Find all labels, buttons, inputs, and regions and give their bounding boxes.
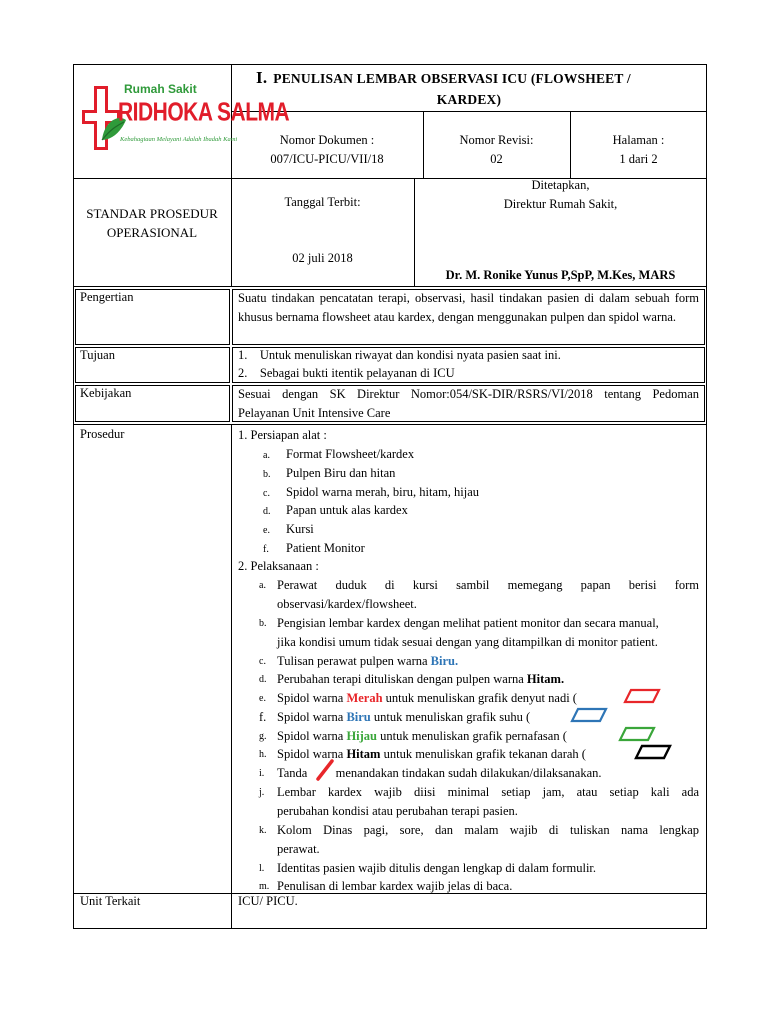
prep-item-text: Patient Monitor [286,541,365,555]
document-number-cell [231,131,423,169]
step-m-mark: m. [259,881,270,892]
director-name: Dr. M. Ronike Yunus P,SpP, M.Kes, MARS [445,268,676,282]
document-number-label: Nomor Dokumen : [279,133,375,147]
step-e-mark: e. [259,693,266,704]
revision-label: Nomor Revisi: [459,133,534,147]
hospital-logo [80,82,290,156]
step-l-text: Identitas pasien wajib ditulis dengan lengkap di dalam formulir. [277,861,597,875]
prosedur-section-2-title: 2. Pelaksanaan : [238,559,319,573]
header-divider-title [231,111,707,112]
step-e [277,689,577,708]
prosedur-top-line [73,424,707,425]
step-j-line2: perubahan kondisi atau perubahan terapi pasien. [277,804,518,818]
step-d-highlight: Hitam. [526,672,565,686]
revision-cell [423,131,570,169]
pengertian-label: Pengertian [80,290,134,304]
step-h-text-pre: Spidol warna [277,747,347,761]
title-number: I. [256,68,268,87]
unit-terkait-label: Unit Terkait [80,894,141,908]
prep-item-mark: c. [263,487,270,499]
header-divider-bottom [73,286,707,287]
step-b-line2: jika kondisi umum tidak sesuai dengan yang ditampilkan di monitor patient. [277,635,658,649]
prep-item-text: Spidol warna merah, biru, hitam, hijau [286,484,480,499]
step-l-mark: l. [259,863,265,874]
green-parallelogram-icon [618,726,656,742]
step-d-mark: d. [259,674,267,685]
step-a-line2: observasi/kardex/flowsheet. [277,597,417,611]
step-g-text-post: untuk menuliskan grafik pernafasan ( [377,729,567,743]
step-i-text-post: menandakan tindakan sudah dilakukan/dilaksanakan. [332,766,602,780]
tujuan-item-2: 2. Sebagai bukti itentik pelayanan di ICU [238,366,455,380]
step-g-highlight: Hijau [346,729,377,743]
prosedur-section-1-title: 1. Persiapan alat : [238,428,327,442]
step-e-text-post: untuk menuliskan grafik denyut nadi ( [382,691,577,705]
step-c-highlight: Biru. [430,654,459,668]
prep-item-mark: f. [263,544,269,555]
step-b-mark: b. [259,618,267,629]
prep-item-text: Kursi [286,522,314,537]
red-parallelogram-icon [623,688,661,704]
step-k-line2: perawat. [277,842,320,856]
revision-value: 02 [490,152,503,166]
step-i-mark: i. [259,768,265,779]
step-h-highlight: Hitam [346,747,381,761]
body-column-divider [231,424,232,929]
kebijakan-label: Kebijakan [80,386,132,400]
step-c-mark: c. [259,656,266,667]
kebijakan-text: Sesuai dengan SK Direktur Nomor:054/SK-DIR/RSRS/VI/2018 tentang Pedoman Pelayanan Unit Intensive Care [238,387,699,420]
sop-line2: OPERASIONAL [106,225,198,240]
step-e-highlight: Merah [346,691,383,705]
logo-line2: RIDHOKA SALMA [118,98,290,127]
prep-item-text: Format Flowsheet/kardex [286,447,415,461]
prep-item-text: Papan untuk alas kardex [286,503,408,518]
approval-line2: Direktur Rumah Sakit, [503,197,618,211]
step-h-mark: h. [259,749,267,760]
step-b-line1: Pengisian lembar kardex dengan melihat patient monitor dan secara manual, [277,616,659,630]
pengertian-text: Suatu tindakan pencatatan terapi, observasi, hasil tindakan pasien di dalam sebuah form khusus bernama flowsheet atau kardex, dengan menggunakan pulpen dan spidol warna. [238,291,699,324]
step-g-text-pre: Spidol warna [277,729,347,743]
page-label: Halaman : [612,133,665,147]
step-g-mark: g. [259,731,267,742]
tujuan-item-1: 1. Untuk menuliskan riwayat dan kondisi nyata pasien saat ini. [238,348,561,362]
step-c-text: Tulisan perawat pulpen warna [277,654,431,668]
issue-date-label: Tanggal Terbit: [284,195,361,209]
document-number-value: 007/ICU-PICU/VII/18 [270,152,384,166]
step-d-text: Perubahan terapi dituliskan dengan pulpen warna [277,672,527,686]
step-m-text: Penulisan di lembar kardex wajib jelas di baca. [277,879,513,893]
step-e-text-pre: Spidol warna [277,691,347,705]
step-k-line1: Kolom Dinas pagi, sore, dan malam wajib di tuliskan nama lengkap [277,823,699,837]
black-parallelogram-icon [634,744,672,760]
prep-item-mark: e. [263,525,270,537]
prep-item-mark: a. [263,450,270,461]
page-value: 1 dari 2 [619,152,658,166]
step-g [277,727,567,746]
page-cell [570,131,707,169]
step-f-mark: f. [259,710,267,724]
step-h-text-post: untuk menuliskan grafik tekanan darah ( [380,747,586,761]
approval-block [414,176,707,214]
prep-item-mark: d. [263,506,271,518]
step-f-text-pre: Spidol warna [277,710,347,724]
step-c [277,652,458,671]
unit-terkait-text: ICU/ PICU. [238,894,298,908]
logo-tagline: Kebahagiaan Melayani Adalah Ibadah Kami [120,136,238,143]
tujuan-item-2-text: Sebagai bukti itentik pelayanan di ICU [259,366,455,380]
prep-item-text: Pulpen Biru dan hitan [286,465,396,480]
logo-line1: Rumah Sakit [124,82,197,96]
sop-label [73,204,231,242]
issue-date-value: 02 juli 2018 [292,251,353,265]
tujuan-item-1-text: Untuk menuliskan riwayat dan kondisi nyata pasien saat ini. [259,348,561,362]
step-i-text-pre: Tanda [277,766,311,780]
step-a-mark: a. [259,580,266,591]
sop-line1: STANDAR PROSEDUR [86,206,218,221]
title-line1: PENULISAN LEMBAR OBSERVASI ICU (FLOWSHEET / [273,71,631,86]
red-check-slash-icon [314,758,336,782]
prep-item-mark: b. [263,468,271,480]
blue-parallelogram-icon [570,707,608,723]
step-d [277,670,564,689]
prosedur-label: Prosedur [80,427,125,441]
step-k-mark: k. [259,825,267,836]
approval-line1: Ditetapkan, [531,178,590,192]
step-j-line1: Lembar kardex wajib diisi minimal setiap jam, atau setiap kali ada [277,785,699,799]
step-f [277,708,530,727]
title-line2: KARDEX) [436,92,502,107]
step-a-line1: Perawat duduk di kursi sambil memegang papan berisi form [277,578,699,592]
document-title [256,68,706,88]
tujuan-label: Tujuan [80,348,115,362]
step-j-mark: j. [259,787,265,798]
step-f-highlight: Biru [346,710,371,724]
step-f-text-post: untuk menuliskan grafik suhu ( [370,710,531,724]
